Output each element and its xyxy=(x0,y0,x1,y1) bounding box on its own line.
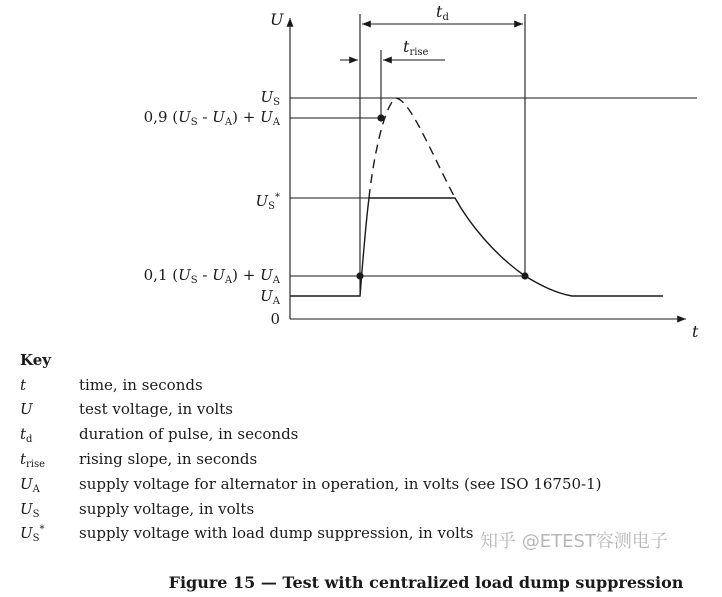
key-symbol: $U_S$ xyxy=(20,500,40,520)
key-description: time, in seconds xyxy=(79,376,203,394)
p90-level-label: 0,9 $(U_S - U_A) + U_A$ xyxy=(143,108,280,128)
watermark: 知乎 @ETEST容测电子 xyxy=(480,531,668,552)
key-title: Key xyxy=(20,351,51,369)
waveform-solid xyxy=(290,198,663,296)
x-axis-label: t xyxy=(692,322,699,341)
point-p10-start xyxy=(356,272,363,279)
key-description: supply voltage, in volts xyxy=(79,500,255,518)
td-label: $t_d$ xyxy=(436,2,449,23)
key-description: test voltage, in volts xyxy=(79,400,233,418)
key-symbol: t xyxy=(20,376,27,394)
key-description: duration of pulse, in seconds xyxy=(79,425,299,443)
point-p90 xyxy=(377,114,384,121)
key-symbol: $t_d$ xyxy=(20,425,33,445)
us-star-level-label: $U_S^*$ xyxy=(255,192,280,212)
key-symbol: $U_A$ xyxy=(20,475,40,495)
key-symbol: U xyxy=(20,400,33,418)
key-description: supply voltage for alternator in operation, in volts (see ISO 16750-1) xyxy=(79,475,602,493)
waveform-dashed xyxy=(369,98,455,198)
p10-level-label: 0,1 $(U_S - U_A) + U_A$ xyxy=(143,266,280,286)
ua-level-label: $U_A$ xyxy=(260,287,280,307)
zero-label: 0 xyxy=(270,310,280,328)
trise-label: $t_{rise}$ xyxy=(403,37,429,58)
y-axis-label: U xyxy=(270,10,284,29)
us-level-label: $U_S$ xyxy=(260,88,280,108)
figure-caption: Figure 15 — Test with centralized load dump suppression xyxy=(168,573,684,592)
point-p10-end xyxy=(521,272,528,279)
key-description: rising slope, in seconds xyxy=(79,450,258,468)
key-description: supply voltage with load dump suppression, in volts xyxy=(79,524,474,542)
key-symbol: $U_S^*$ xyxy=(20,524,45,544)
key-symbol: $t_{rise}$ xyxy=(20,450,46,470)
